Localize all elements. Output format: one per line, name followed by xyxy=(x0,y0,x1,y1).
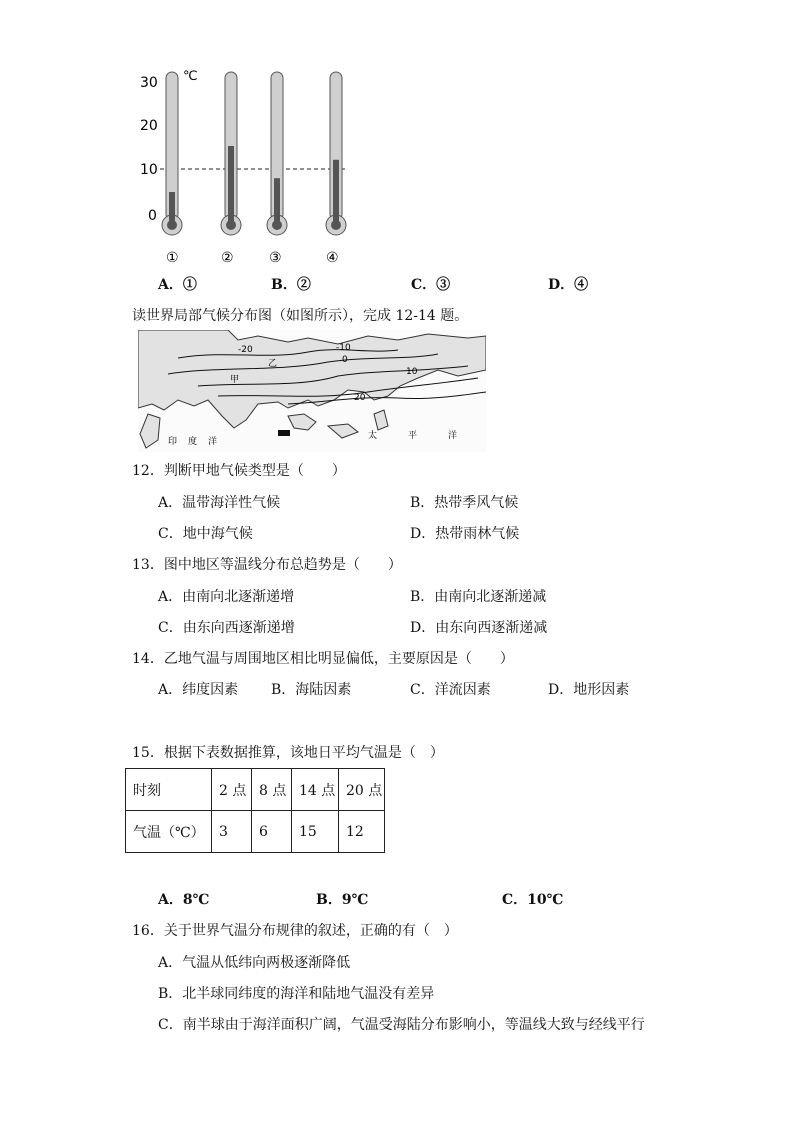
q14-option-b[interactable]: B．海陆因素 xyxy=(271,682,352,698)
ocean-label: 印 xyxy=(168,437,178,447)
table-row xyxy=(126,769,385,811)
table-cell: 8 点 xyxy=(252,769,292,811)
q11-option-a[interactable]: A．① xyxy=(158,277,197,293)
isotherm-label: -10 xyxy=(336,343,351,353)
q11-option-c[interactable]: C．③ xyxy=(411,277,451,293)
q12-option-d[interactable]: D．热带雨林气候 xyxy=(410,526,520,542)
thermometer-label: ④ xyxy=(326,250,339,266)
q16-stem: 16．关于世界气温分布规律的叙述，正确的有（ ） xyxy=(132,923,458,939)
thermometer-figure xyxy=(130,62,360,270)
thermometer-mercury xyxy=(169,192,175,225)
q14-option-a[interactable]: A．纬度因素 xyxy=(158,682,239,698)
q11-option-b[interactable]: B．② xyxy=(271,277,311,293)
table-cell: 2 点 xyxy=(212,769,252,811)
table-cell: 3 xyxy=(212,811,252,853)
ocean-label: 洋 xyxy=(448,431,458,441)
q13-option-a[interactable]: A．由南向北逐渐递增 xyxy=(158,589,295,605)
thermometer-mercury xyxy=(333,160,339,225)
climate-map xyxy=(138,330,486,452)
y-tick-label: 20 xyxy=(140,118,158,134)
isotherm-label: 20 xyxy=(354,393,366,403)
y-tick-label: 10 xyxy=(140,162,158,178)
q15-option-c[interactable]: C．10℃ xyxy=(502,892,564,908)
ocean-label: 平 xyxy=(408,431,418,441)
y-tick-label: 30 xyxy=(140,75,158,91)
region-label-jia: 甲 xyxy=(230,375,240,385)
isotherm-label: 0 xyxy=(342,355,348,365)
table-cell: 12 xyxy=(339,811,385,853)
q14-option-d[interactable]: D．地形因素 xyxy=(548,682,630,698)
isotherm-label: -20 xyxy=(238,345,253,355)
q13-stem: 13．图中地区等温线分布总趋势是（ ） xyxy=(132,557,402,573)
thermometer-label: ③ xyxy=(269,250,282,266)
table-cell: 15 xyxy=(292,811,339,853)
thermometer-label: ② xyxy=(221,250,234,266)
q12-option-b[interactable]: B．热带季风气候 xyxy=(410,495,519,511)
ocean-label: 洋 xyxy=(208,437,218,447)
isotherm-label: 10 xyxy=(406,367,418,377)
table-cell: 20 点 xyxy=(339,769,385,811)
thermometer-mercury xyxy=(274,178,280,225)
table-cell: 6 xyxy=(252,811,292,853)
q12-stem: 12．判断甲地气候类型是（ ） xyxy=(132,463,346,479)
q15-option-a[interactable]: A．8℃ xyxy=(158,892,210,908)
q13-option-b[interactable]: B．由南向北逐渐递减 xyxy=(410,589,547,605)
q11-option-d[interactable]: D．④ xyxy=(548,277,589,293)
q14-stem: 14．乙地气温与周围地区相比明显偏低，主要原因是（ ） xyxy=(132,651,514,667)
q16-option-c[interactable]: C．南半球由于海洋面积广阔，气温受海陆分布影响小，等温线大致与经线平行 xyxy=(158,1017,645,1033)
q15-option-b[interactable]: B．9℃ xyxy=(316,892,369,908)
table-row xyxy=(126,811,385,853)
thermometer-mercury xyxy=(228,146,234,225)
temperature-table xyxy=(125,768,385,853)
q14-option-c[interactable]: C．洋流因素 xyxy=(410,682,491,698)
q13-option-c[interactable]: C．由东向西逐渐递增 xyxy=(158,620,295,636)
ocean-label: 太 xyxy=(368,431,378,441)
thermometer-label: ① xyxy=(166,250,179,266)
table-cell: 14 点 xyxy=(292,769,339,811)
q15-stem: 15．根据下表数据推算，该地日平均气温是（ ） xyxy=(132,745,444,761)
table-cell: 时刻 xyxy=(126,769,212,811)
map-intro: 读世界局部气候分布图（如图所示），完成 12-14 题。 xyxy=(132,308,469,324)
q16-option-a[interactable]: A．气温从低纬向两极逐渐降低 xyxy=(158,955,351,971)
y-tick-label: 0 xyxy=(148,208,157,224)
unit-label: ℃ xyxy=(183,69,198,84)
table-cell: 气温（℃） xyxy=(126,811,212,853)
q16-option-b[interactable]: B．北半球同纬度的海洋和陆地气温没有差异 xyxy=(158,986,435,1002)
q12-option-c[interactable]: C．地中海气候 xyxy=(158,526,253,542)
q12-option-a[interactable]: A．温带海洋性气候 xyxy=(158,495,281,511)
q13-option-d[interactable]: D．由东向西逐渐递减 xyxy=(410,620,548,636)
ocean-label: 度 xyxy=(188,437,198,447)
region-label-yi: 乙 xyxy=(268,359,278,369)
